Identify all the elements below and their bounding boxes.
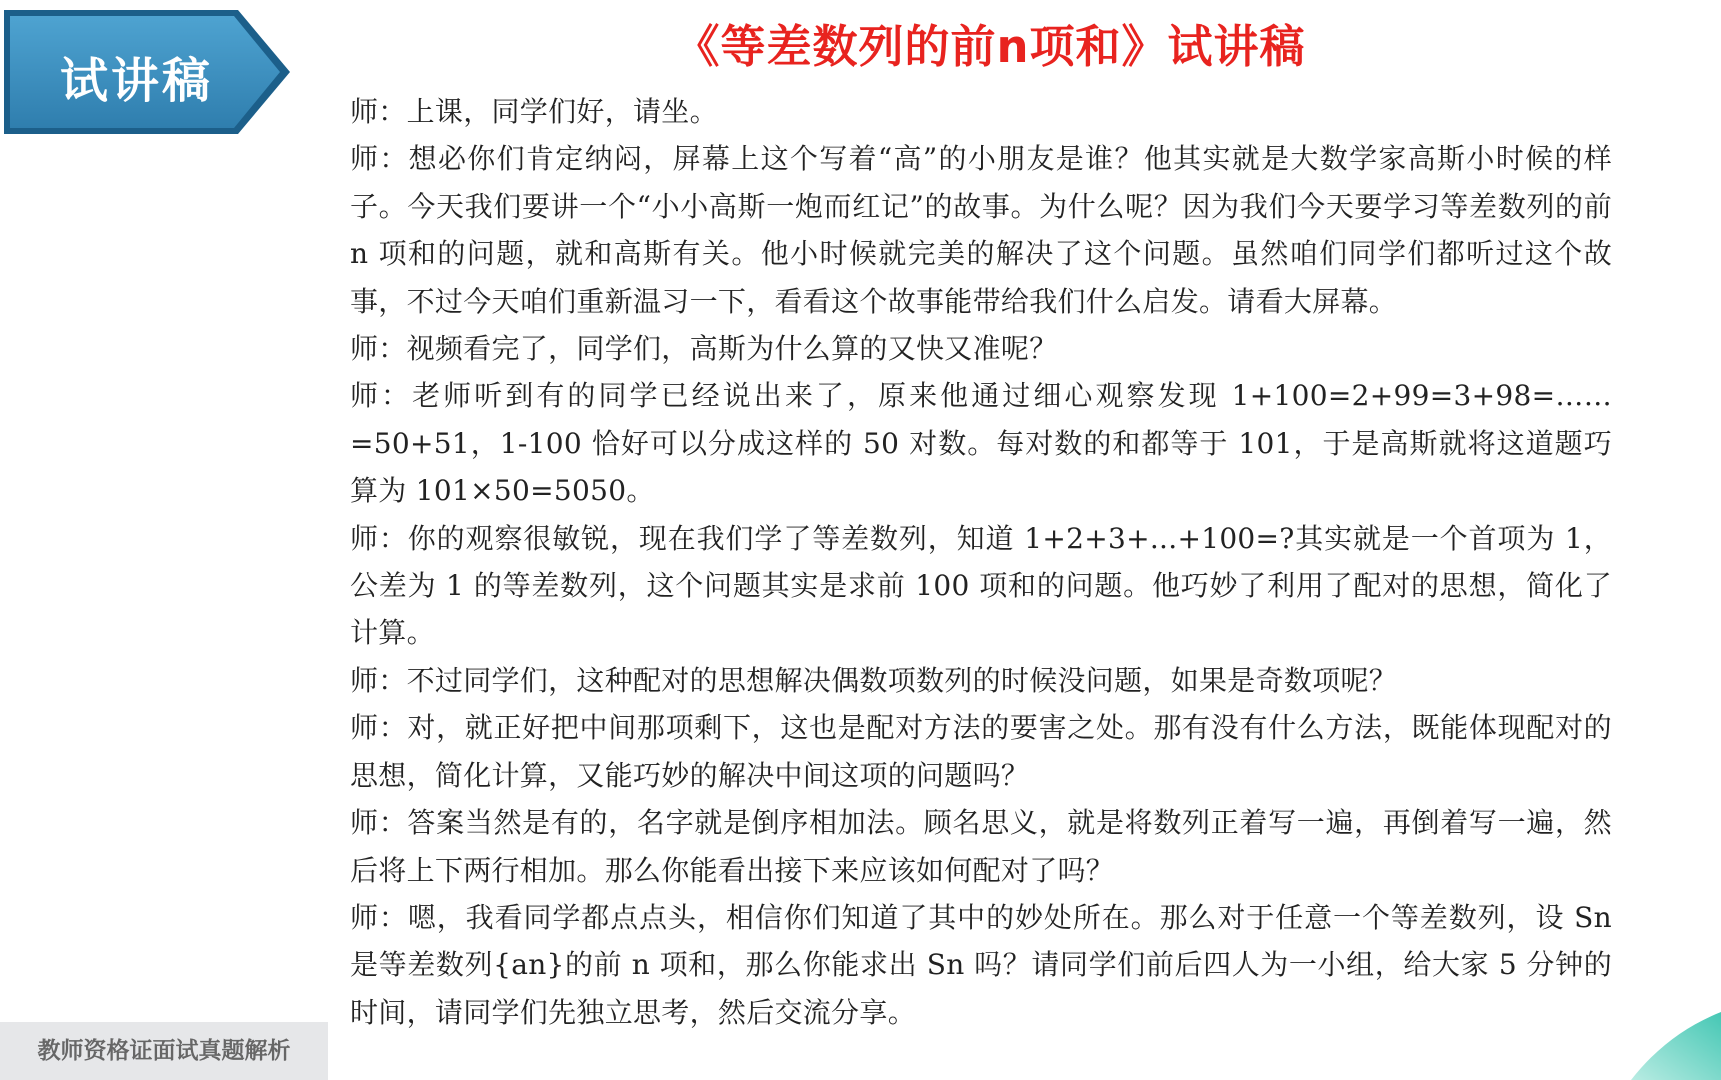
footer-label: 教师资格证面试真题解析 (37, 1038, 291, 1064)
paragraph: 师：老师听到有的同学已经说出来了，原来他通过细心观察发现 1+100=2+99=3+98=……=50+51，1-100 恰好可以分成这样的 50 对数。每对数的和都等于 101，于是高斯就将这道题巧算为 101×50=5050。 (350, 379, 1612, 508)
paragraph: 师：视频看完了，同学们，高斯为什么算的又快又准呢？ (350, 332, 1058, 366)
paragraph: 师：嗯，我看同学都点点头，相信你们知道了其中的妙处所在。那么对于任意一个等差数列，设 Sn 是等差数列{an}的前 n 项和，那么你能求出 Sn 吗？请同学们前后四人为一小组，给大家 5 分钟的时间，请同学们先独立思考，然后交流分享。 (350, 900, 1612, 1029)
paragraph: 师：你的观察很敏锐，现在我们学了等差数列，知道 1+2+3+...+100=?其实就是一个首项为 1，公差为 1 的等差数列，这个问题其实是求前 100 项和的问题。他巧妙了利用了配对的思想，简化了计算。 (350, 521, 1612, 650)
paragraph: 师：对，就正好把中间那项剩下，这也是配对方法的要害之处。那有没有什么方法，既能体现配对的思想，简化计算，又能巧妙的解决中间这项的问题吗？ (350, 711, 1612, 792)
paragraph: 师：答案当然是有的，名字就是倒序相加法。顾名思义，就是将数列正着写一遍，再倒着写一遍，然后将上下两行相加。那么你能看出接下来应该如何配对了吗？ (350, 806, 1612, 887)
paragraph: 师：不过同学们，这种配对的思想解决偶数项数列的时候没问题，如果是奇数项呢？ (350, 663, 1398, 697)
corner-swoosh-decoration (1611, 1000, 1721, 1080)
paragraph: 师：上课，同学们好，请坐。 (350, 95, 718, 128)
tag-label: 试讲稿 (60, 53, 214, 109)
document-body (350, 88, 1612, 1036)
page-title: 《等差数列的前n项和》试讲稿 (674, 20, 1306, 73)
section-tag (0, 6, 296, 138)
paragraph: 师：想必你们肯定纳闷，屏幕上这个写着“高”的小朋友是谁？他其实就是大数学家高斯小时候的样子。今天我们要讲一个“小小高斯一炮而红记”的故事。为什么呢？因为我们今天要学习等差数列的前 n 项和的问题，就和高斯有关。他小时候就完美的解决了这个问题。虽然咱们同学们都听过这个故事，不过今天咱们重新温习一下，看看这个故事能带给我们什么启发。请看大屏幕。 (350, 142, 1612, 318)
